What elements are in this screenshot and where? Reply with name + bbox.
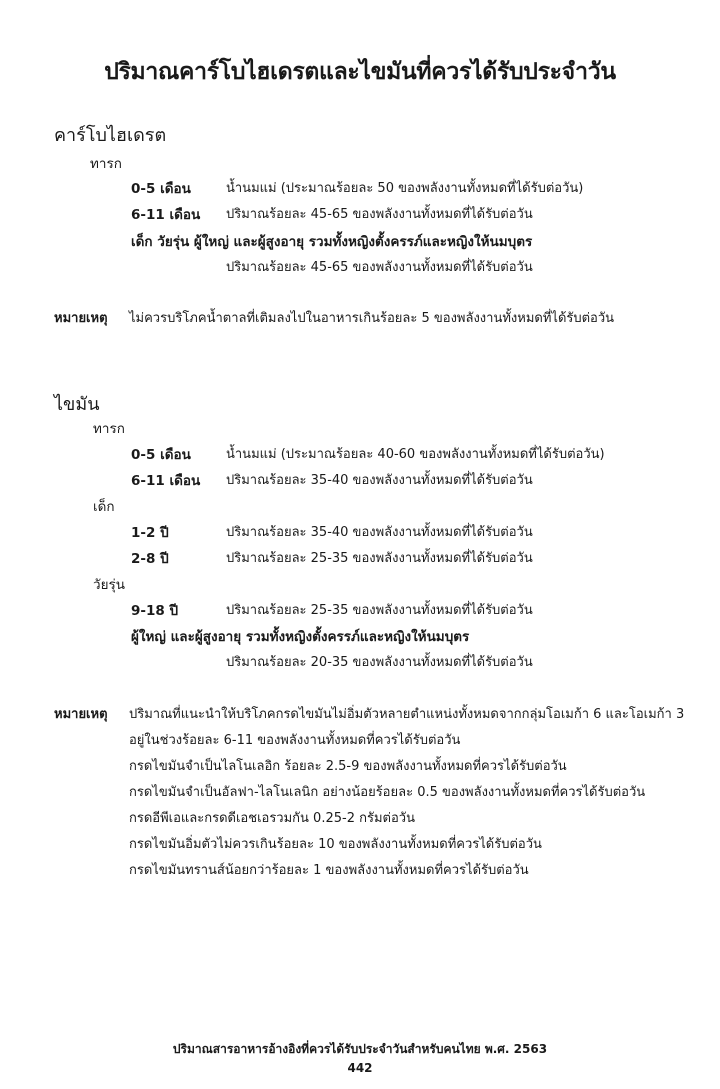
carb-heading: คาร์โบไฮเดรต [54, 125, 167, 146]
carb-others-desc: ปริมาณร้อยละ 45-65 ของพลังงานทั้งหมดที่ได้รับต่อวัน [226, 260, 533, 275]
fat-infant-label: ทารก [93, 421, 125, 437]
fat-note-line: ปริมาณที่แนะนำให้บริโภคกรดไขมันไม่อิ่มตัวหลายตำแหน่งทั้งหมดจากกลุ่มโอเมก้า 6 และโอเมก้า 3 [129, 707, 685, 722]
carb-desc-0-5m: น้ำนมแม่ (ประมาณร้อยละ 50 ของพลังงานทั้งหมดที่ได้รับต่อวัน) [226, 181, 584, 196]
carb-age-0-5m: 0-5 เดือน [131, 181, 191, 197]
fat-desc-6-11m: ปริมาณร้อยละ 35-40 ของพลังงานทั้งหมดที่ได้รับต่อวัน [226, 473, 533, 488]
fat-age-1-2y: 1-2 ปี [131, 525, 169, 541]
fat-child-label: เด็ก [93, 499, 115, 515]
fat-note-line: อยู่ในช่วงร้อยละ 6-11 ของพลังงานทั้งหมดที่ควรได้รับต่อวัน [129, 733, 461, 748]
fat-desc-9-18y: ปริมาณร้อยละ 25-35 ของพลังงานทั้งหมดที่ได้รับต่อวัน [226, 603, 533, 618]
page-title: ปริมาณคาร์โบไฮเดรตและไขมันที่ควรได้รับประจำวัน [104, 59, 616, 85]
fat-teen-label: วัยรุ่น [93, 577, 125, 593]
footer-text: ปริมาณสารอาหารอ้างอิงที่ควรได้รับประจำวันสำหรับคนไทย พ.ศ. 2563 [172, 1042, 548, 1056]
fat-adult-label: ผู้ใหญ่ และผู้สูงอายุ รวมทั้งหญิงตั้งครรภ์และหญิงให้นมบุตร [131, 629, 470, 645]
fat-desc-0-5m: น้ำนมแม่ (ประมาณร้อยละ 40-60 ของพลังงานทั้งหมดที่ได้รับต่อวัน) [226, 447, 605, 462]
fat-age-0-5m: 0-5 เดือน [131, 447, 191, 463]
page-number: 442 [347, 1061, 373, 1075]
fat-desc-1-2y: ปริมาณร้อยละ 35-40 ของพลังงานทั้งหมดที่ได้รับต่อวัน [226, 525, 533, 540]
fat-heading: ไขมัน [54, 394, 100, 415]
carb-desc-6-11m: ปริมาณร้อยละ 45-65 ของพลังงานทั้งหมดที่ได้รับต่อวัน [226, 207, 533, 222]
carb-note-label: หมายเหตุ [54, 311, 108, 326]
carb-others-label: เด็ก วัยรุ่น ผู้ใหญ่ และผู้สูงอายุ รวมทั้งหญิงตั้งครรภ์และหญิงให้นมบุตร [131, 234, 533, 250]
fat-age-2-8y: 2-8 ปี [131, 551, 169, 567]
fat-note-line: กรดไขมันทรานส์น้อยกว่าร้อยละ 1 ของพลังงานทั้งหมดที่ควรได้รับต่อวัน [129, 863, 529, 878]
fat-note-line: กรดไขมันจำเป็นอัลฟา-ไลโนเลนิก อย่างน้อยร้อยละ 0.5 ของพลังงานทั้งหมดที่ควรได้รับต่อวัน [129, 785, 646, 800]
carb-infant-label: ทารก [90, 156, 122, 172]
fat-adult-desc: ปริมาณร้อยละ 20-35 ของพลังงานทั้งหมดที่ได้รับต่อวัน [226, 655, 533, 670]
carb-age-6-11m: 6-11 เดือน [131, 207, 201, 223]
fat-age-6-11m: 6-11 เดือน [131, 473, 201, 489]
carb-note: ไม่ควรบริโภคน้ำตาลที่เติมลงไปในอาหารเกินร้อยละ 5 ของพลังงานทั้งหมดที่ได้รับต่อวัน [129, 311, 615, 326]
fat-age-9-18y: 9-18 ปี [131, 603, 179, 619]
fat-desc-2-8y: ปริมาณร้อยละ 25-35 ของพลังงานทั้งหมดที่ได้รับต่อวัน [226, 551, 533, 566]
fat-note-line: กรดอีพีเอและกรดดีเอชเอรวมกัน 0.25-2 กรัมต่อวัน [129, 811, 415, 826]
fat-note-line: กรดไขมันจำเป็นไลโนเลอิก ร้อยละ 2.5-9 ของพลังงานทั้งหมดที่ควรได้รับต่อวัน [129, 759, 567, 774]
fat-note-label: หมายเหตุ [54, 707, 108, 722]
fat-note-line: กรดไขมันอิ่มตัวไม่ควรเกินร้อยละ 10 ของพลังงานทั้งหมดที่ควรได้รับต่อวัน [129, 837, 542, 852]
